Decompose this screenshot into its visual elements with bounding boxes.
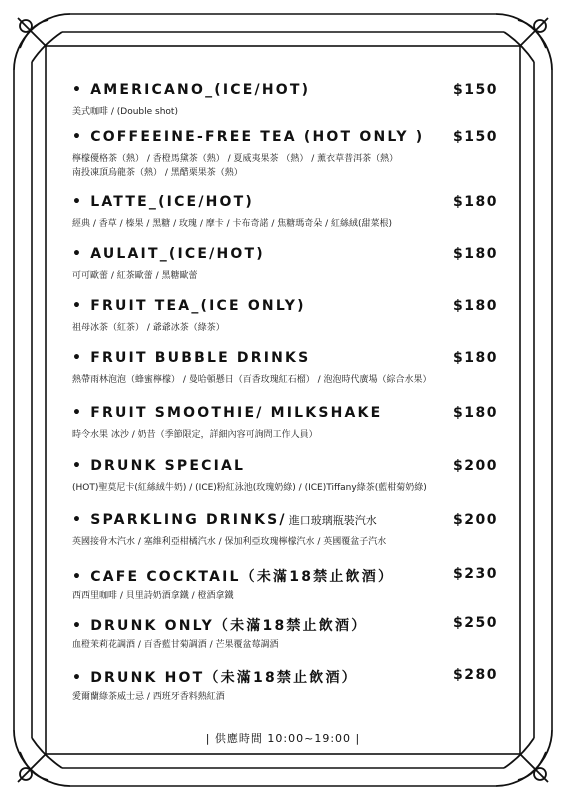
item-title: • FRUIT SMOOTHIE/ MILKSHAKE [72,405,383,421]
item-description: 時令水果 冰沙 / 奶昔（季節限定，詳細內容可詢問工作人員） [72,430,318,440]
item-price: $150 [453,129,498,145]
item-description: 美式咖啡 / (Double shot) [72,107,178,117]
item-title: • SPARKLING DRINKS/ 進口玻璃瓶裝汽水 [72,512,377,528]
service-hours: | 供應時間 10:00~19:00 | [205,732,361,745]
item-price: $180 [453,298,498,314]
item-title: • CAFE COCKTAIL（未滿18禁止飲酒） [72,569,395,585]
item-description: 檸檬優格茶（熱） / 香橙馬黛茶（熱） / 夏威夷果茶 （熱） / 薰衣草普洱茶（熱） 南投凍頂烏龍茶（熱） / 黑醋栗果茶（熱） [72,154,399,178]
item-description: 血橙茉莉花調酒 / 百香藍甘菊調酒 / 芒果覆盆莓調酒 [72,640,279,650]
item-title: • DRUNK HOT（未滿18禁止飲酒） [72,670,358,686]
item-description: 西西里咖啡 / 貝里詩奶酒拿鐵 / 橙酒拿鐵 [72,591,234,601]
item-price: $150 [453,82,498,98]
item-price: $200 [453,512,498,528]
item-title: • DRUNK SPECIAL [72,458,246,474]
item-description: (HOT)聖莫尼卡(紅絲絨牛奶) / (ICE)粉紅泳池(玫瑰奶綠) / (ICE)Tiffany綠茶(藍柑菊奶綠) [72,483,427,493]
item-description: 熱帶雨林泡泡（蜂蜜檸檬） / 曼哈頓懸日（百香玫瑰紅石榴） / 泡泡時代廣場（綜合水果） [72,375,432,385]
item-title: • DRUNK ONLY（未滿18禁止飲酒） [72,618,368,634]
item-title: • FRUIT BUBBLE DRINKS [72,350,311,366]
item-title: • AULAIT_(ICE/HOT) [72,246,265,262]
item-price: $180 [453,194,498,210]
item-price: $180 [453,246,498,262]
item-description: 祖母冰茶（紅茶） / 爺爺冰茶（綠茶） [72,323,225,333]
item-price: $180 [453,350,498,366]
item-description: 可可歐蕾 / 紅茶歐蕾 / 黑糖歐蕾 [72,271,198,281]
item-price: $180 [453,405,498,421]
item-title: • LATTE_(ICE/HOT) [72,194,255,210]
item-subtitle: 進口玻璃瓶裝汽水 [288,514,377,527]
item-price: $280 [453,667,498,683]
item-title: • COFFEEINE-FREE TEA (HOT ONLY ) [72,129,425,145]
item-price: $250 [453,615,498,631]
item-description: 英國接骨木汽水 / 塞維利亞柑橘汽水 / 保加利亞玫瑰檸檬汽水 / 英國覆盆子汽水 [72,537,387,547]
item-description: 愛爾蘭綠茶威士忌 / 西班牙香料熱紅酒 [72,692,225,702]
item-description: 經典 / 香草 / 榛果 / 黑糖 / 玫瑰 / 摩卡 / 卡布奇諾 / 焦糖瑪奇朵 / 紅絲絨(甜菜根) [72,219,393,229]
item-price: $230 [453,566,498,582]
item-title: • FRUIT TEA_(ICE ONLY) [72,298,306,314]
item-title: • AMERICANO_(ICE/HOT) [72,82,311,98]
item-price: $200 [453,458,498,474]
